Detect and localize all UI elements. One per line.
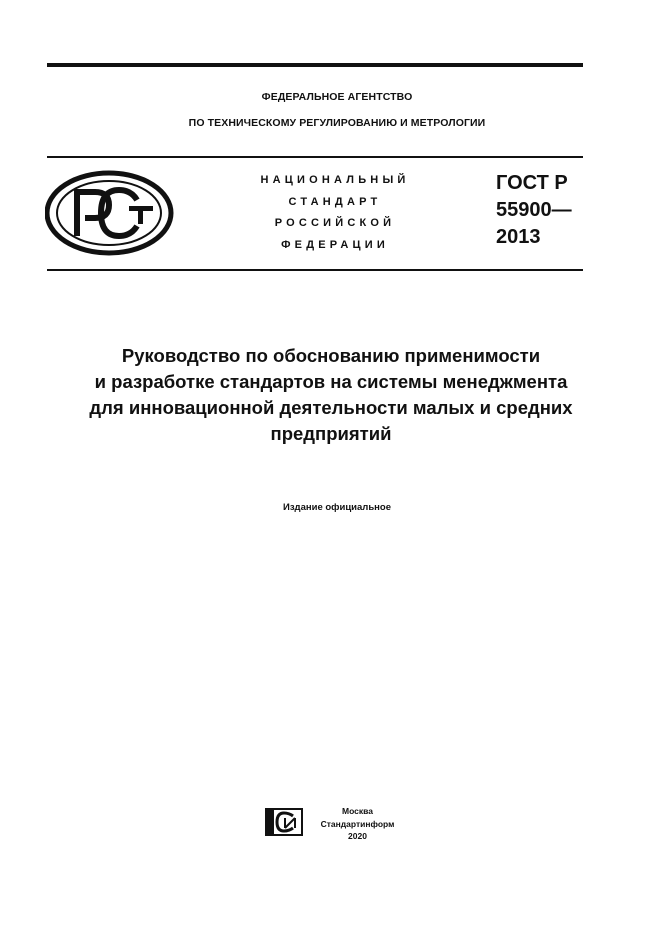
standard-label <box>235 170 435 256</box>
publisher-year: 2020 <box>348 831 367 841</box>
title-line: для инновационной деятельности малых и средних <box>89 397 573 418</box>
gost-designation <box>496 170 572 251</box>
publisher-name: Стандартинформ <box>320 818 395 829</box>
standartinform-logo-icon <box>265 808 303 836</box>
gost-line-3: 2013 <box>496 226 541 248</box>
rst-logo-icon <box>45 170 175 256</box>
standard-label-line: СТАНДАРТ <box>288 195 382 208</box>
title-line: Руководство по обоснованию применимости <box>121 345 541 366</box>
agency-line-2: ПО ТЕХНИЧЕСКОМУ РЕГУЛИРОВАНИЮ И МЕТРОЛОГИИ <box>188 117 486 129</box>
title-line: предприятий <box>270 423 392 444</box>
standard-label-line: НАЦИОНАЛЬНЫЙ <box>260 174 410 186</box>
standard-label-line: РОССИЙСКОЙ <box>274 217 396 229</box>
publisher-info <box>310 805 405 843</box>
gost-line-2: 55900— <box>496 199 572 221</box>
bottom-rule <box>47 269 583 271</box>
gost-line-1: ГОСТ Р <box>496 172 568 194</box>
middle-rule <box>47 156 583 158</box>
publisher-city: Москва <box>342 806 373 816</box>
title-line: и разработке стандартов на системы менеджмента <box>94 371 568 392</box>
standard-label-line: ФЕДЕРАЦИИ <box>281 238 389 251</box>
agency-line-1: ФЕДЕРАЛЬНОЕ АГЕНТСТВО <box>261 91 413 103</box>
document-title <box>47 343 615 447</box>
edition-label: Издание официальное <box>283 502 391 513</box>
top-rule <box>47 63 583 67</box>
